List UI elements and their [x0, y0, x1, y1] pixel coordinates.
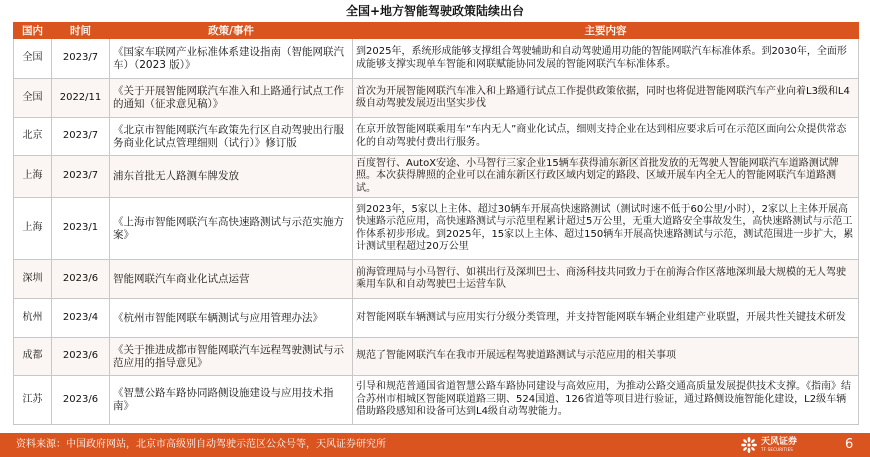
- policy-table: [13, 22, 859, 425]
- content-cell: 首次为开展智能网联汽车准入和上路通行试点工作提供政策依据，同时也将促进智能网联汽车产业向着L3级和L4级自动驾驶发展迈出坚实步伐: [353, 79, 859, 118]
- tf-logo-icon: [740, 436, 758, 454]
- logo-text-en: TF SECURITIES: [761, 447, 794, 452]
- content-cell: 到2023年，5家以上主体、超过30辆车开展高快速路测试（测试时速不低于60公里/小时），2家以上主体开展高快速路示范应用，高快速路测试与示范里程累计超过5万公里，无重大道路安全事故发生，高快速路测试与示范工作体系初步形成。到2025年，15家以上主体、超过150辆车开展高快速路测试与示范，测试范围进一步扩大，累计测试里程超过20万公里: [353, 198, 859, 260]
- content-cell: 百度智行、AutoX安途、小马智行三家企业15辆车获得浦东新区首批发放的无驾驶人智能网联汽车道路测试牌照。本次获得牌照的企业可以在浦东新区行政区域内划定的路段、区域开展车内全无人的智能网联汽车道路测试。: [353, 156, 859, 198]
- policy-cell: 智能网联汽车商业化试点运营: [110, 260, 353, 299]
- content-cell: 在京开放智能网联乘用车“车内无人”商业化试点，细则支持企业在达到相应要求后可在示范区面向公众提供常态化的自动驾驶付费出行服务。: [353, 118, 859, 156]
- page-number: 6: [845, 437, 854, 452]
- region-cell: 江苏: [14, 376, 52, 425]
- content-cell: 规范了智能网联汽车在我市开展远程驾驶道路测试与示范应用的相关事项: [353, 338, 859, 376]
- table-row: [14, 198, 859, 260]
- region-cell: 上海: [14, 156, 52, 198]
- logo-text-cn: 天风证券: [761, 437, 798, 447]
- table-header-row: [14, 23, 859, 39]
- header-policy: 政策/事件: [110, 23, 353, 39]
- date-cell: 2022/11: [52, 79, 110, 118]
- region-cell: 上海: [14, 198, 52, 260]
- content-cell: 到2025年，系统形成能够支撑组合驾驶辅助和自动驾驶通用功能的智能网联汽车标准体系。到2030年，全面形成能够支撑实现单车智能和网联赋能协同发展的智能网联汽车标准体系。: [353, 39, 859, 79]
- tf-securities-logo: [740, 436, 797, 454]
- page-title: 全国+地方智能驾驶政策陆续出台: [345, 4, 525, 18]
- region-cell: 全国: [14, 79, 52, 118]
- policy-cell: 《杭州市智能网联车辆测试与应用管理办法》: [110, 299, 353, 338]
- date-cell: 2023/7: [52, 118, 110, 156]
- region-cell: 全国: [14, 39, 52, 79]
- policy-cell: 《上海市智能网联汽车高快速路测试与示范实施方案》: [110, 198, 353, 260]
- region-cell: 杭州: [14, 299, 52, 338]
- date-cell: 2023/7: [52, 39, 110, 79]
- date-cell: 2023/6: [52, 260, 110, 299]
- date-cell: 2023/6: [52, 376, 110, 425]
- table-row: [14, 338, 859, 376]
- region-cell: 深圳: [14, 260, 52, 299]
- policy-cell: 《关于开展智能网联汽车准入和上路通行试点工作的通知（征求意见稿）》: [110, 79, 353, 118]
- date-cell: 2023/1: [52, 198, 110, 260]
- content-cell: 对智能网联车辆测试与应用实行分级分类管理，并支持智能网联车辆企业组建产业联盟，开展共性关键技术研发: [353, 299, 859, 338]
- policy-cell: 《北京市智能网联汽车政策先行区自动驾驶出行服务商业化试点管理细则（试行）》修订版: [110, 118, 353, 156]
- table-row: [14, 260, 859, 299]
- date-cell: 2023/4: [52, 299, 110, 338]
- table-row: [14, 39, 859, 79]
- table-row: [14, 376, 859, 425]
- header-content: 主要内容: [353, 23, 859, 39]
- source-note: 资料来源：中国政府网站，北京市高级别自动驾驶示范区公众号等，天风证券研究所: [16, 439, 386, 450]
- policy-cell: 浦东首批无人路测车牌发放: [110, 156, 353, 198]
- table-row: [14, 79, 859, 118]
- date-cell: 2023/7: [52, 156, 110, 198]
- content-cell: 前海管理局与小马智行、如祺出行及深圳巴士、商汤科技共同致力于在前海合作区落地深圳最大规模的无人驾驶乘用车队和自动驾驶巴士运营车队: [353, 260, 859, 299]
- region-cell: 北京: [14, 118, 52, 156]
- policy-cell: 《关于推进成都市智能网联汽车远程驾驶测试与示范应用的指导意见》: [110, 338, 353, 376]
- header-date: 时间: [52, 23, 110, 39]
- table-row: [14, 156, 859, 198]
- table-row: [14, 299, 859, 338]
- region-cell: 成都: [14, 338, 52, 376]
- header-region: 国内: [14, 23, 52, 39]
- date-cell: 2023/6: [52, 338, 110, 376]
- content-cell: 引导和规范普通国省道智慧公路车路协同建设与高效应用，为推动公路交通高质量发展提供技术支撑。《指南》结合苏州市相城区智能网联道路三期、524国道、126省道等项目进行验证，通过路侧设施智能化建设，L2级车辆借助路段感知和设备可达到L4级自动驾驶能力。: [353, 376, 859, 425]
- policy-cell: 《智慧公路车路协同路侧设施建设与应用技术指南》: [110, 376, 353, 425]
- policy-cell: 《国家车联网产业标准体系建设指南（智能网联汽车）（2023 版）》: [110, 39, 353, 79]
- table-row: [14, 118, 859, 156]
- footer-bar: [0, 433, 870, 457]
